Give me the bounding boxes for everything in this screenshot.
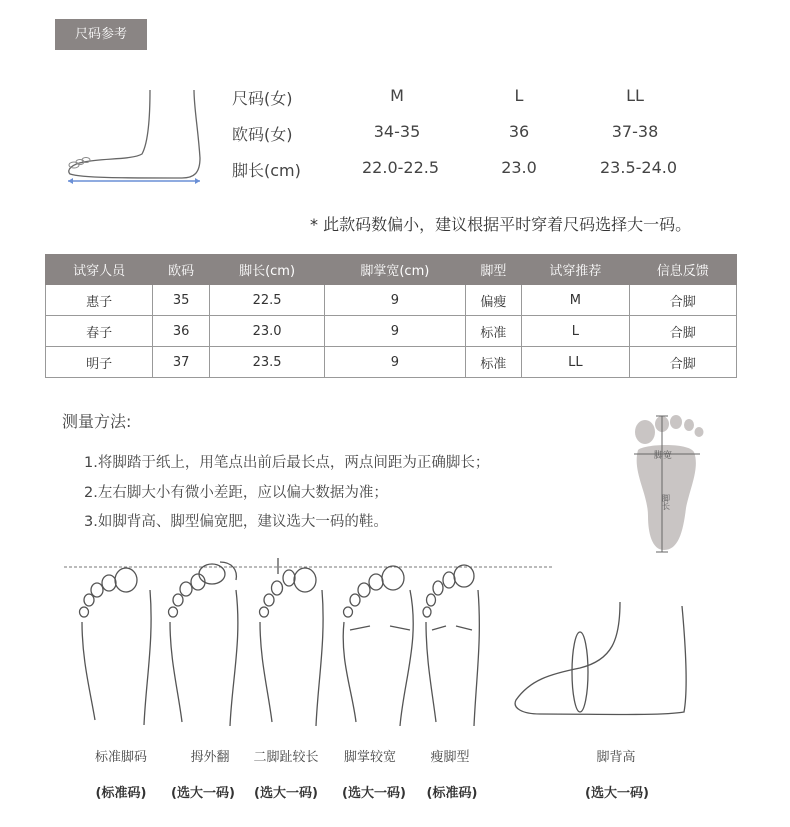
trial-header-cell: 试穿人员 <box>46 255 153 285</box>
foot-type-advice-text: (标准码) <box>95 786 147 801</box>
foot-hallux-valgus <box>169 562 238 726</box>
foot-long-second-toe <box>260 558 324 726</box>
trial-cell: 9 <box>325 347 465 378</box>
size-cell: 22.0-22.5 <box>362 158 440 177</box>
foot-type-name: 瘦脚型 <box>430 750 470 765</box>
trial-cell: 偏瘦 <box>465 285 522 316</box>
measure-steps <box>84 449 489 538</box>
size-cell: M <box>390 86 404 105</box>
foot-standard <box>80 568 152 725</box>
size-row-label: 脚长(cm) <box>232 161 301 180</box>
width-label: 脚宽 <box>654 451 673 461</box>
foot-type-advice-text: (选大一码) <box>585 786 649 801</box>
size-cell: 36 <box>508 122 530 141</box>
table-row <box>46 316 737 347</box>
trial-cell: 标准 <box>465 347 522 378</box>
footprint-diagram <box>628 408 718 558</box>
trial-cell: 合脚 <box>629 347 736 378</box>
measure-step: 1.将脚踏于纸上，用笔点出前后最长点，两点间距为正确脚长； <box>84 455 490 471</box>
foot-type-name: 脚掌较宽 <box>343 750 397 765</box>
size-cell: L <box>514 86 524 105</box>
trial-cell: M <box>522 285 629 316</box>
trial-cell: 23.0 <box>210 316 325 347</box>
measure-title: 测量方法: <box>62 412 132 431</box>
size-cell: 23.0 <box>501 158 537 177</box>
trial-table-header <box>46 255 737 285</box>
trial-cell: 惠子 <box>46 285 153 316</box>
trial-header-cell: 脚长(cm) <box>210 255 325 285</box>
trial-cell: 37 <box>153 347 210 378</box>
foot-high-instep <box>515 602 686 715</box>
trial-cell: 23.5 <box>210 347 325 378</box>
size-row-label: 欧码(女) <box>232 125 293 144</box>
trial-header-cell: 脚型 <box>465 255 522 285</box>
trial-cell: 标准 <box>465 316 522 347</box>
trial-cell: L <box>522 316 629 347</box>
foot-thin <box>423 565 479 726</box>
size-cell: 23.5-24.0 <box>600 158 678 177</box>
foot-type-name: 拇外翻 <box>190 750 230 765</box>
measure-step: 2.左右脚大小有微小差距，应以偏大数据为准； <box>84 484 388 501</box>
size-cell: 34-35 <box>373 122 421 141</box>
trial-cell: 合脚 <box>629 316 736 347</box>
foot-side-illustration <box>62 88 212 188</box>
foot-wide <box>343 566 413 726</box>
trial-cell: LL <box>522 347 629 378</box>
trial-header-cell: 信息反馈 <box>629 255 736 285</box>
trial-header-cell: 脚掌宽(cm) <box>325 255 465 285</box>
foot-type-advice-text: (选大一码) <box>342 786 406 801</box>
trial-cell: 35 <box>153 285 210 316</box>
foot-type-name: 脚背高 <box>596 750 636 765</box>
foot-type-name: 二脚趾较长 <box>253 750 319 765</box>
trial-cell: 36 <box>153 316 210 347</box>
size-cell: LL <box>626 86 644 105</box>
foot-type-advice-text: (选大一码) <box>254 786 318 801</box>
size-reference-tag: 尺码参考 <box>55 19 147 50</box>
trial-cell: 22.5 <box>210 285 325 316</box>
foot-type-advice-text: (选大一码) <box>171 786 235 801</box>
table-row <box>46 285 737 316</box>
trial-header-cell: 试穿推荐 <box>522 255 629 285</box>
size-row-label: 尺码(女) <box>232 89 293 108</box>
foot-type-advice-text: (标准码) <box>426 786 478 801</box>
measure-step: 3.如脚背高、脚型偏宽肥，建议选大一码的鞋。 <box>84 514 388 530</box>
size-cell: 37-38 <box>611 122 659 141</box>
trial-cell: 明子 <box>46 347 153 378</box>
trial-table <box>45 254 737 378</box>
trial-cell: 合脚 <box>629 285 736 316</box>
table-row <box>46 347 737 378</box>
trial-header-cell: 欧码 <box>153 255 210 285</box>
trial-cell: 春子 <box>46 316 153 347</box>
trial-cell: 9 <box>325 316 465 347</box>
trial-cell: 9 <box>325 285 465 316</box>
length-label: 脚长 <box>661 494 671 510</box>
size-note: * 此款码数偏小，建议根据平时穿着尺码选择大一码。 <box>310 215 692 234</box>
foot-types-illustration <box>60 550 700 740</box>
foot-type-name: 标准脚码 <box>94 750 148 765</box>
